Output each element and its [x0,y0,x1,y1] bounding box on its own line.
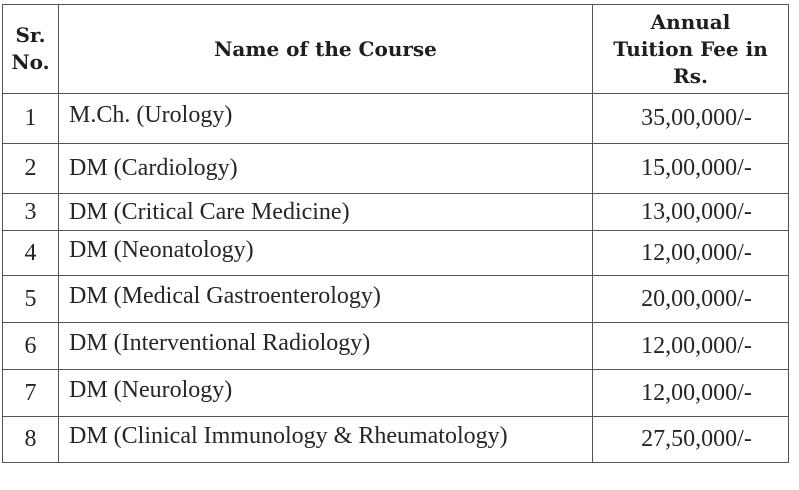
row-annual-fee: 12,00,000/- [593,231,789,276]
row-course-name: DM (Cardiology) [59,144,593,194]
row-sr-no: 6 [3,323,59,370]
row-course-name: DM (Clinical Immunology & Rheumatology) [59,417,593,463]
row-sr-no: 2 [3,144,59,194]
table-row [3,144,789,194]
row-course-name: M.Ch. (Urology) [59,94,593,144]
row-course-name: DM (Interventional Radiology) [59,323,593,370]
row-sr-no: 7 [3,370,59,417]
row-course-name: DM (Critical Care Medicine) [59,194,593,231]
table-row [3,94,789,144]
table-row [3,231,789,276]
row-annual-fee: 15,00,000/- [593,144,789,194]
row-sr-no: 3 [3,194,59,231]
header-row [3,5,789,94]
row-course-name: DM (Neonatology) [59,231,593,276]
table-row [3,370,789,417]
row-annual-fee: 20,00,000/- [593,276,789,323]
row-annual-fee: 12,00,000/- [593,370,789,417]
row-annual-fee: 27,50,000/- [593,417,789,463]
header-annual-fee: Annual Tuition Fee in Rs. [593,5,789,94]
row-sr-no: 1 [3,94,59,144]
row-course-name: DM (Medical Gastroenterology) [59,276,593,323]
header-sr-no: Sr. No. [3,5,59,94]
header-course-name: Name of the Course [59,5,593,94]
table-row [3,276,789,323]
table-row [3,323,789,370]
course-fee-table [2,4,789,463]
row-course-name: DM (Neurology) [59,370,593,417]
table-row [3,417,789,463]
table-row [3,194,789,231]
row-annual-fee: 13,00,000/- [593,194,789,231]
row-sr-no: 5 [3,276,59,323]
row-sr-no: 8 [3,417,59,463]
row-sr-no: 4 [3,231,59,276]
row-annual-fee: 12,00,000/- [593,323,789,370]
row-annual-fee: 35,00,000/- [593,94,789,144]
